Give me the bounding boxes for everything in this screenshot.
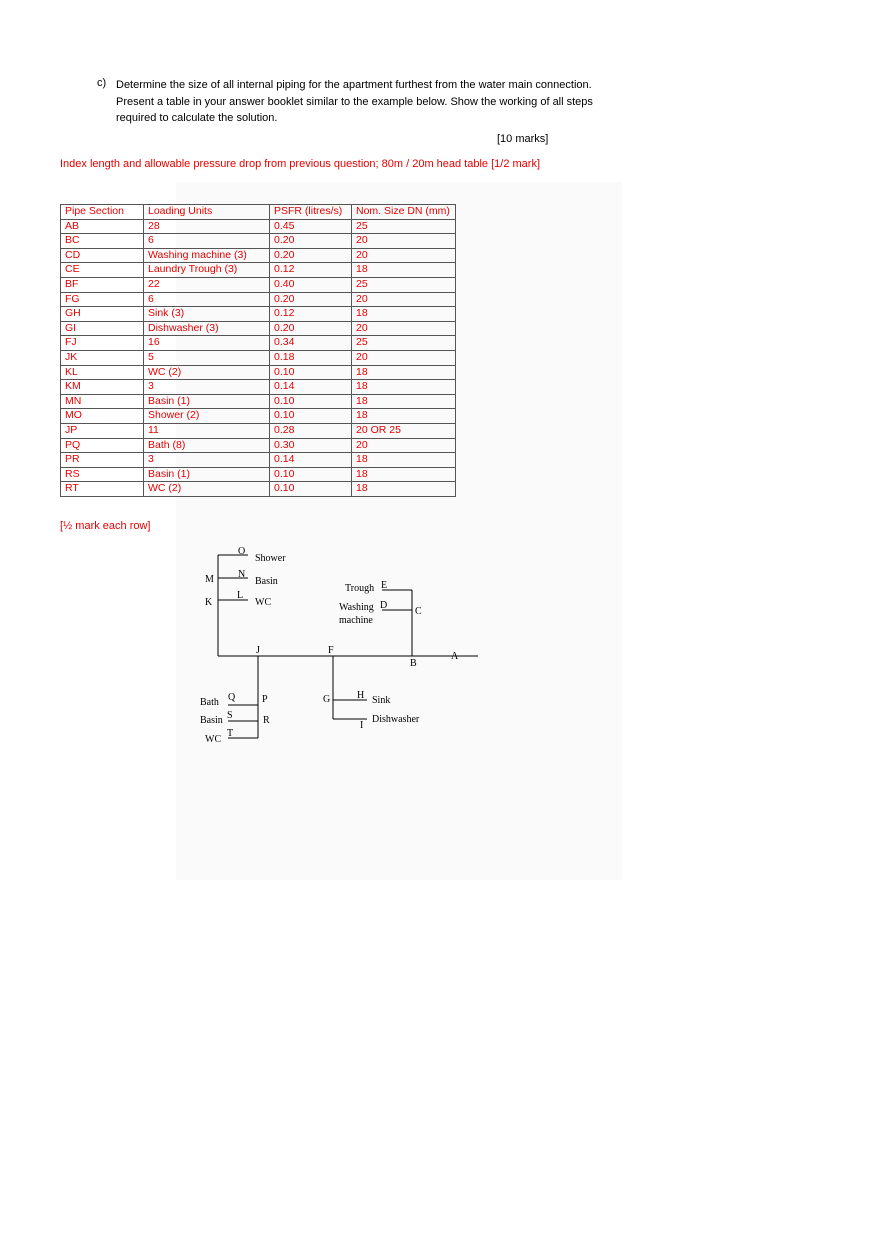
cell-nominal-size: 25 [352,277,456,292]
node-label-i: I [360,720,364,731]
cell-nominal-size: 20 [352,321,456,336]
cell-loading-units: WC (2) [144,482,270,497]
cell-loading-units: Shower (2) [144,409,270,424]
cell-loading-units: 5 [144,350,270,365]
cell-nominal-size: 18 [352,409,456,424]
cell-loading-units: Sink (3) [144,307,270,322]
table-row [61,453,456,468]
node-label-f: F [328,645,334,656]
cell-pipe-section: GI [61,321,144,336]
node-label-b: B [410,658,417,669]
node-label-g: G [323,694,331,705]
node-label-j: J [256,645,260,656]
cell-psfr: 0.28 [270,423,352,438]
cell-psfr: 0.40 [270,277,352,292]
cell-psfr: 0.18 [270,350,352,365]
table-row [61,467,456,482]
table-row [61,394,456,409]
node-label-t: T [227,728,234,739]
cell-nominal-size: 25 [352,336,456,351]
cell-pipe-section: FJ [61,336,144,351]
cell-nominal-size: 20 [352,248,456,263]
cell-psfr: 0.34 [270,336,352,351]
cell-pipe-section: KM [61,380,144,395]
cell-psfr: 0.20 [270,321,352,336]
table-row [61,336,456,351]
cell-nominal-size: 18 [352,482,456,497]
question-marks: [10 marks] [497,133,549,145]
cell-psfr: 0.14 [270,453,352,468]
node-label-c: C [415,606,422,617]
cell-psfr: 0.30 [270,438,352,453]
cell-psfr: 0.12 [270,263,352,278]
cell-psfr: 0.10 [270,394,352,409]
cell-psfr: 0.10 [270,409,352,424]
cell-psfr: 0.20 [270,248,352,263]
fixture-label-sink: Sink [372,695,391,706]
node-label-l: L [237,590,244,601]
cell-pipe-section: MO [61,409,144,424]
cell-psfr: 0.12 [270,307,352,322]
node-label-o: O [238,546,246,557]
cell-pipe-section: CD [61,248,144,263]
table-row [61,380,456,395]
fixture-label-basin: Basin [255,576,278,587]
table-row [61,423,456,438]
table-body [61,219,456,496]
cell-pipe-section: FG [61,292,144,307]
cell-loading-units: 6 [144,234,270,249]
header-pipe-section: Pipe Section [61,205,144,220]
fixture-label-shower: Shower [255,553,286,564]
table-row [61,365,456,380]
table-row [61,292,456,307]
cell-pipe-section: PR [61,453,144,468]
question-marker: c) [97,77,107,89]
cell-nominal-size: 20 OR 25 [352,423,456,438]
row-mark-note: [½ mark each row] [60,520,151,532]
cell-loading-units: Laundry Trough (3) [144,263,270,278]
cell-psfr: 0.14 [270,380,352,395]
cell-pipe-section: PQ [61,438,144,453]
cell-loading-units: 28 [144,219,270,234]
fixture-label-wc: WC [205,734,222,745]
table-row [61,248,456,263]
cell-nominal-size: 18 [352,307,456,322]
question-text: Determine the size of all internal piping for the apartment furthest from the water main connection. Present a table in your answer booklet similar to the example below. Show the working of all steps required to calculate the solution. [116,79,593,124]
cell-nominal-size: 18 [352,263,456,278]
cell-nominal-size: 18 [352,453,456,468]
cell-loading-units: 22 [144,277,270,292]
fixture-label-basin: Basin [200,715,223,726]
table-header-row [61,205,456,220]
cell-nominal-size: 18 [352,394,456,409]
header-nominal-size: Nom. Size DN (mm) [352,205,456,220]
cell-loading-units: 11 [144,423,270,438]
table-row [61,438,456,453]
cell-nominal-size: 18 [352,365,456,380]
cell-loading-units: Bath (8) [144,438,270,453]
cell-nominal-size: 20 [352,438,456,453]
cell-pipe-section: BF [61,277,144,292]
cell-pipe-section: BC [61,234,144,249]
table-row [61,409,456,424]
fixture-label-trough: Trough [345,583,375,594]
table-row [61,482,456,497]
header-loading-units: Loading Units [144,205,270,220]
fixture-label-washing: Washing [339,602,374,613]
cell-psfr: 0.20 [270,234,352,249]
cell-pipe-section: RT [61,482,144,497]
pipe-layout-diagram [190,540,490,755]
cell-psfr: 0.20 [270,292,352,307]
table-row [61,277,456,292]
cell-pipe-section: JK [61,350,144,365]
cell-loading-units: 3 [144,380,270,395]
cell-loading-units: Basin (1) [144,394,270,409]
node-label-s: S [227,710,233,721]
cell-pipe-section: AB [61,219,144,234]
node-label-d: D [380,600,388,611]
node-label-q: Q [228,692,236,703]
cell-loading-units: 16 [144,336,270,351]
cell-psfr: 0.10 [270,365,352,380]
table-row [61,350,456,365]
cell-loading-units: Basin (1) [144,467,270,482]
cell-psfr: 0.10 [270,467,352,482]
cell-nominal-size: 20 [352,350,456,365]
cell-psfr: 0.45 [270,219,352,234]
cell-psfr: 0.10 [270,482,352,497]
cell-nominal-size: 25 [352,219,456,234]
cell-loading-units: Dishwasher (3) [144,321,270,336]
table-row [61,263,456,278]
table-row [61,321,456,336]
cell-pipe-section: CE [61,263,144,278]
node-label-a: A [451,651,459,662]
pipe-sizing-table [60,204,456,497]
node-label-p: P [262,694,268,705]
cell-pipe-section: KL [61,365,144,380]
table-row [61,219,456,234]
cell-loading-units: WC (2) [144,365,270,380]
cell-nominal-size: 20 [352,234,456,249]
cell-nominal-size: 18 [352,467,456,482]
node-label-n: N [238,569,246,580]
table-row [61,307,456,322]
cell-nominal-size: 20 [352,292,456,307]
cell-pipe-section: MN [61,394,144,409]
node-label-r: R [263,715,270,726]
fixture-label-dishwasher: Dishwasher [372,714,420,725]
cell-pipe-section: JP [61,423,144,438]
cell-nominal-size: 18 [352,380,456,395]
cell-loading-units: 3 [144,453,270,468]
node-labels [205,546,459,739]
header-psfr: PSFR (litres/s) [270,205,352,220]
cell-loading-units: 6 [144,292,270,307]
answer-note: Index length and allowable pressure drop from previous question; 80m / 20m head table [1/2 mark] [60,158,540,170]
node-label-k: K [205,597,213,608]
fixture-label-wc: WC [255,597,272,608]
node-label-m: M [205,574,214,585]
cell-pipe-section: RS [61,467,144,482]
cell-pipe-section: GH [61,307,144,322]
node-label-e: E [381,580,388,591]
fixture-label-machine: machine [339,615,373,626]
table-row [61,234,456,249]
node-label-h: H [357,690,365,701]
fixture-label-bath: Bath [200,697,219,708]
cell-loading-units: Washing machine (3) [144,248,270,263]
